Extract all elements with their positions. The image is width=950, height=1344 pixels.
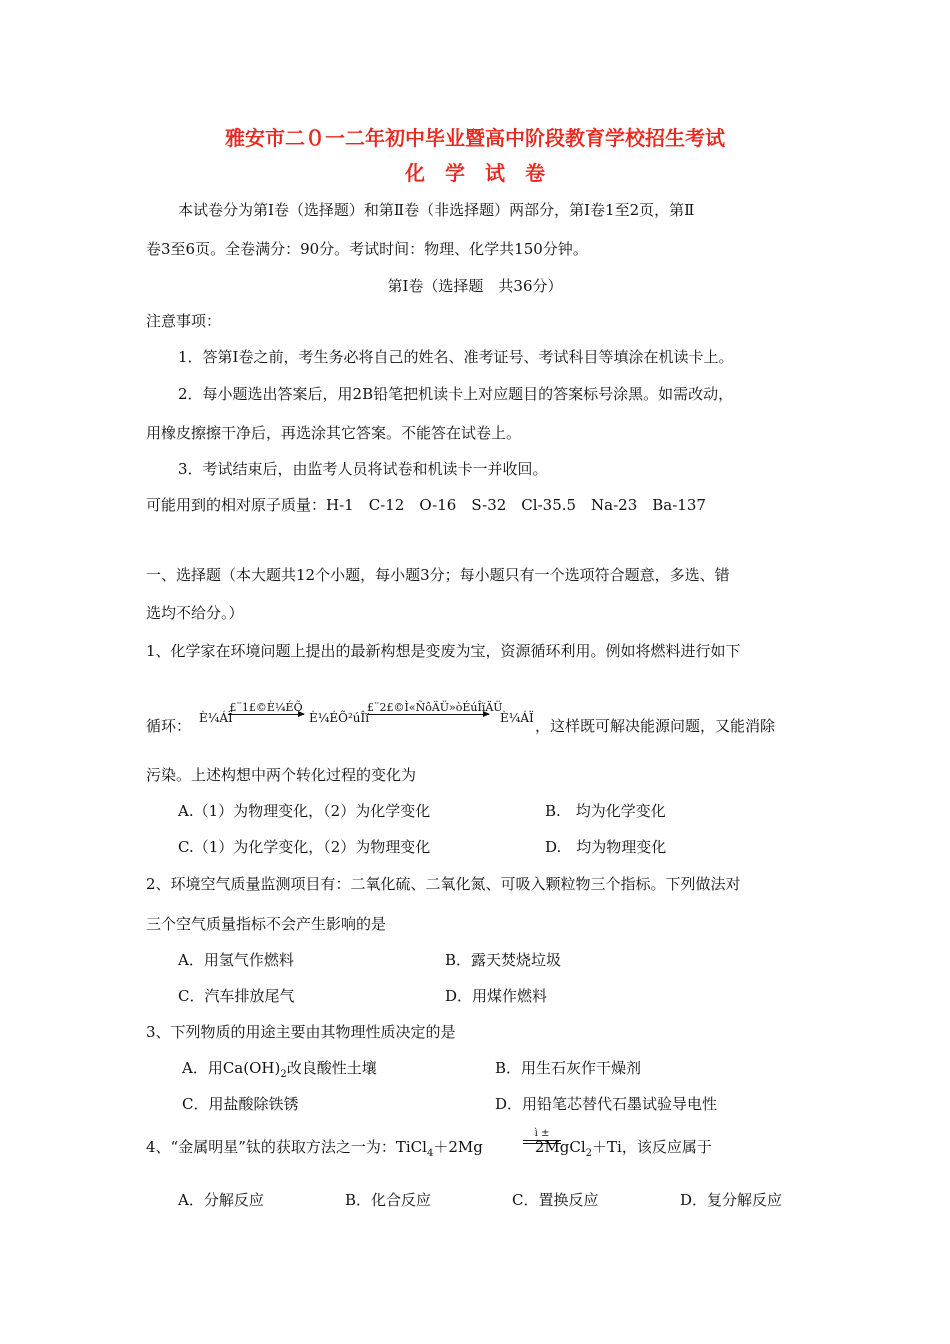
- q1-option-c: C.（1）为化学变化，（2）为物理变化: [178, 838, 431, 856]
- q4-option-d: D．复分解反应: [680, 1191, 783, 1209]
- q1-option-a: A.（1）为物理变化，（2）为化学变化: [178, 802, 431, 820]
- q1-option-b: B. 均为化学变化: [545, 802, 666, 820]
- part1-heading-a: 一、选择题（本大题共12个小题，每小题3分；每小题只有一个选项符合题意，多选、错: [146, 566, 730, 584]
- q1-option-d: D. 均为物理变化: [545, 838, 667, 856]
- q1-stem-a: 1、化学家在环境问题上提出的最新构想是变废为宝，资源循环利用。例如将燃料进行如下: [146, 642, 741, 660]
- q2-option-b: B．露天焚烧垃圾: [445, 951, 562, 969]
- q2-option-a: A．用氢气作燃料: [178, 951, 294, 969]
- q4-stem: 4、“金属明星”钛的获取方法之一为：TiCl$_4$＋2Mg 2MgCl$_2$＋Ti，该反应属于: [146, 1138, 712, 1159]
- section-title: 第Ⅰ卷（选择题 共36分）: [387, 277, 563, 295]
- q4-option-b: B．化合反应: [345, 1191, 432, 1209]
- q3-stem: 3、下列物质的用途主要由其物理性质决定的是: [146, 1023, 456, 1041]
- note-2b: 用橡皮擦擦干净后，再选涂其它答案。不能答在试卷上。: [146, 424, 522, 442]
- intro-line-1: 本试卷分为第Ⅰ卷（选择题）和第Ⅱ卷（非选择题）两部分，第Ⅰ卷1至2页，第Ⅱ: [178, 201, 695, 219]
- q2-stem-b: 三个空气质量指标不会产生影响的是: [146, 915, 387, 933]
- q1-arrow-1-label: £¨1£©È¼ÉÕ: [229, 701, 303, 714]
- equals-sign-icon: [523, 1140, 561, 1144]
- q2-option-c: C．汽车排放尾气: [178, 987, 295, 1005]
- arrow-right-icon: [367, 714, 489, 715]
- q1-stem-c: 污染。上述构想中两个转化过程的变化为: [146, 766, 417, 784]
- q1-arrow-1: [228, 702, 304, 715]
- note-1: 1．答第Ⅰ卷之前，考生务必将自己的姓名、准考证号、考试科目等填涂在机读卡上。: [178, 348, 734, 366]
- note-3: 3．考试结束后，由监考人员将试卷和机读卡一并收回。: [178, 460, 548, 478]
- q1-cycle-suffix: ，这样既可解决能源问题，又能消除: [535, 717, 776, 735]
- note-2a: 2．每小题选出答案后，用2B铅笔把机读卡上对应题目的答案标号涂黑。如需改动，: [178, 385, 734, 403]
- q4-option-a: A．分解反应: [178, 1191, 264, 1209]
- q3-option-b: B．用生石灰作干燥剂: [495, 1059, 642, 1077]
- q1-node-products: È¼ÉÕ²úÎï: [309, 711, 370, 725]
- page-title: 雅安市二０一二年初中毕业暨高中阶段教育学校招生考试: [225, 126, 725, 150]
- q4-condition-label: ì ±: [534, 1128, 550, 1139]
- q3-option-d: D．用铅笔芯替代石墨试验导电性: [495, 1095, 718, 1113]
- notes-heading: 注意事项：: [146, 312, 222, 330]
- q1-cycle-prefix: 循环：: [146, 717, 192, 735]
- q4-condition-equals: [523, 1128, 561, 1144]
- q2-stem-a: 2、环境空气质量监测项目有：二氧化硫、二氧化氮、可吸入颗粒物三个指标。下列做法对: [146, 875, 741, 893]
- q4-option-c: C．置换反应: [512, 1191, 599, 1209]
- atomic-masses: 可能用到的相对原子质量：H-1 C-12 O-16 S-32 Cl-35.5 Na-23 Ba-137: [146, 496, 706, 514]
- q2-option-d: D．用煤作燃料: [445, 987, 548, 1005]
- part1-heading-b: 选均不给分。）: [146, 604, 244, 622]
- q1-arrow-2-label: £¨2£©Ì«ÑôÄÜ»òÉúÎïÄÜ: [367, 701, 503, 714]
- q1-arrow-2: [367, 701, 503, 715]
- arrow-right-icon: [228, 714, 304, 715]
- q1-node-fuel: È¼ÁÏ: [199, 711, 233, 725]
- q3-option-a: A．用$Ca(OH)_2$改良酸性土壤: [182, 1059, 377, 1080]
- q1-node-fuel-2: È¼ÁÏ: [500, 711, 534, 725]
- page-subtitle: 化 学 试 卷: [405, 161, 545, 185]
- q3-option-c: C．用盐酸除铁锈: [182, 1095, 299, 1113]
- intro-line-2: 卷3至6页。全卷满分：90分。考试时间：物理、化学共150分钟。: [146, 240, 588, 258]
